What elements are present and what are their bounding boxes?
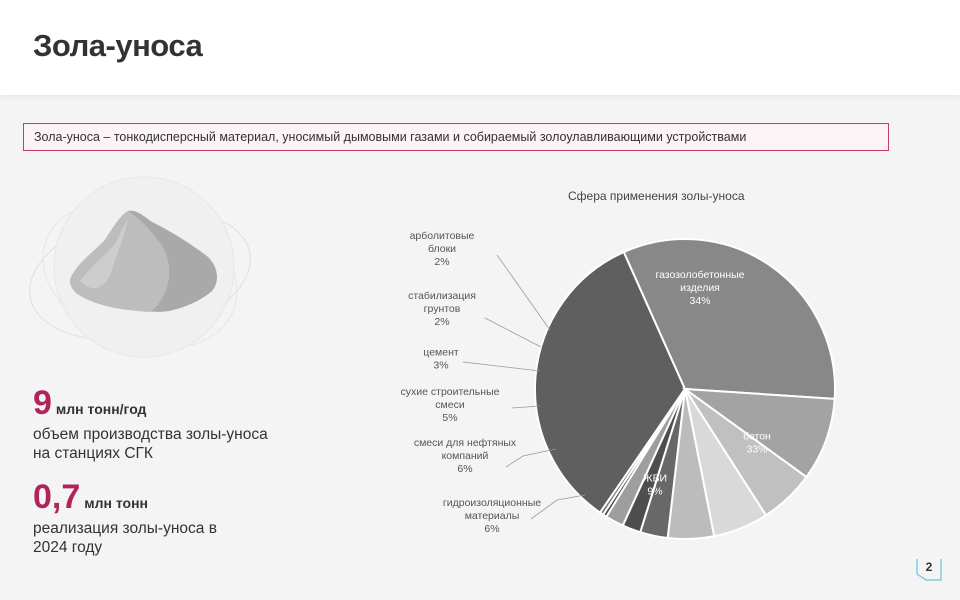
- slice-label-0-line-1: изделия: [680, 282, 720, 294]
- slice-label-3: [443, 497, 541, 535]
- page-number-text: 2: [925, 560, 933, 574]
- slice-label-4-line-0: смеси для нефтяных: [413, 437, 517, 449]
- slice-label-7-line-0: стабилизация: [408, 290, 476, 302]
- stat-production-desc-line2: на станциях СГК: [33, 445, 153, 462]
- slice-label-8-line-1: блоки: [427, 243, 457, 255]
- slice-label-3-line-1: материалы: [464, 510, 520, 522]
- slice-label-1: [743, 431, 771, 456]
- slice-label-6-line-1: 3%: [433, 359, 449, 372]
- slice-label-6-line-0: цемент: [423, 346, 459, 359]
- page-title: Зола-уноса: [33, 28, 203, 63]
- slice-label-0-line-2: 34%: [689, 295, 711, 307]
- chart-title: Сфера применения золы-уноса: [568, 189, 745, 203]
- slice-label-0-line-0: газозолобетонные: [655, 269, 745, 281]
- page-number: [914, 556, 944, 582]
- slice-label-4: [414, 437, 517, 475]
- slice-label-3-line-2: 6%: [484, 523, 500, 535]
- leader-line-6: [463, 362, 540, 371]
- slice-label-1-line-1: 33%: [746, 443, 768, 456]
- stat-sales-unit: млн тонн: [84, 495, 148, 511]
- stat-production-value: 9: [33, 384, 52, 422]
- slice-label-5-line-1: смеси: [435, 399, 465, 411]
- slice-label-7-line-2: 2%: [434, 316, 450, 328]
- slice-label-4-line-2: 6%: [457, 463, 473, 475]
- slice-label-2-line-0: ЖБИ: [642, 472, 668, 485]
- slice-label-8: [410, 230, 475, 268]
- slice-label-2-line-1: 9%: [647, 485, 663, 498]
- slice-label-7-line-1: грунтов: [423, 303, 461, 315]
- slice-label-5-line-0: сухие строительные: [400, 386, 500, 398]
- slice-label-5: [401, 386, 500, 424]
- stat-production-desc-line1: объем производства золы-уноса: [33, 426, 268, 443]
- slice-label-5-line-2: 5%: [442, 412, 458, 424]
- leader-line-7: [485, 318, 541, 347]
- stat-production-unit: млн тонн/год: [55, 401, 147, 417]
- slice-label-4-line-1: компаний: [441, 450, 489, 462]
- stat-sales-desc-line1: реализация золы-уноса в: [33, 520, 217, 537]
- stat-sales-value: 0,7: [33, 478, 81, 516]
- leader-line-8: [497, 255, 550, 330]
- slice-label-7: [408, 290, 476, 328]
- slice-label-1-line-0: бетон: [743, 430, 771, 443]
- slice-label-6: [423, 347, 459, 372]
- slice-label-8-line-0: арболитовые: [409, 230, 475, 242]
- slice-label-3-line-0: гидроизоляционные: [442, 497, 542, 509]
- slice-label-8-line-2: 2%: [434, 256, 450, 268]
- stat-sales-desc-line2: 2024 году: [33, 539, 103, 556]
- definition-text: Зола-уноса – тонкодисперсный материал, уносимый дымовыми газами и собираемый золоулавливающими устройствами: [34, 130, 747, 144]
